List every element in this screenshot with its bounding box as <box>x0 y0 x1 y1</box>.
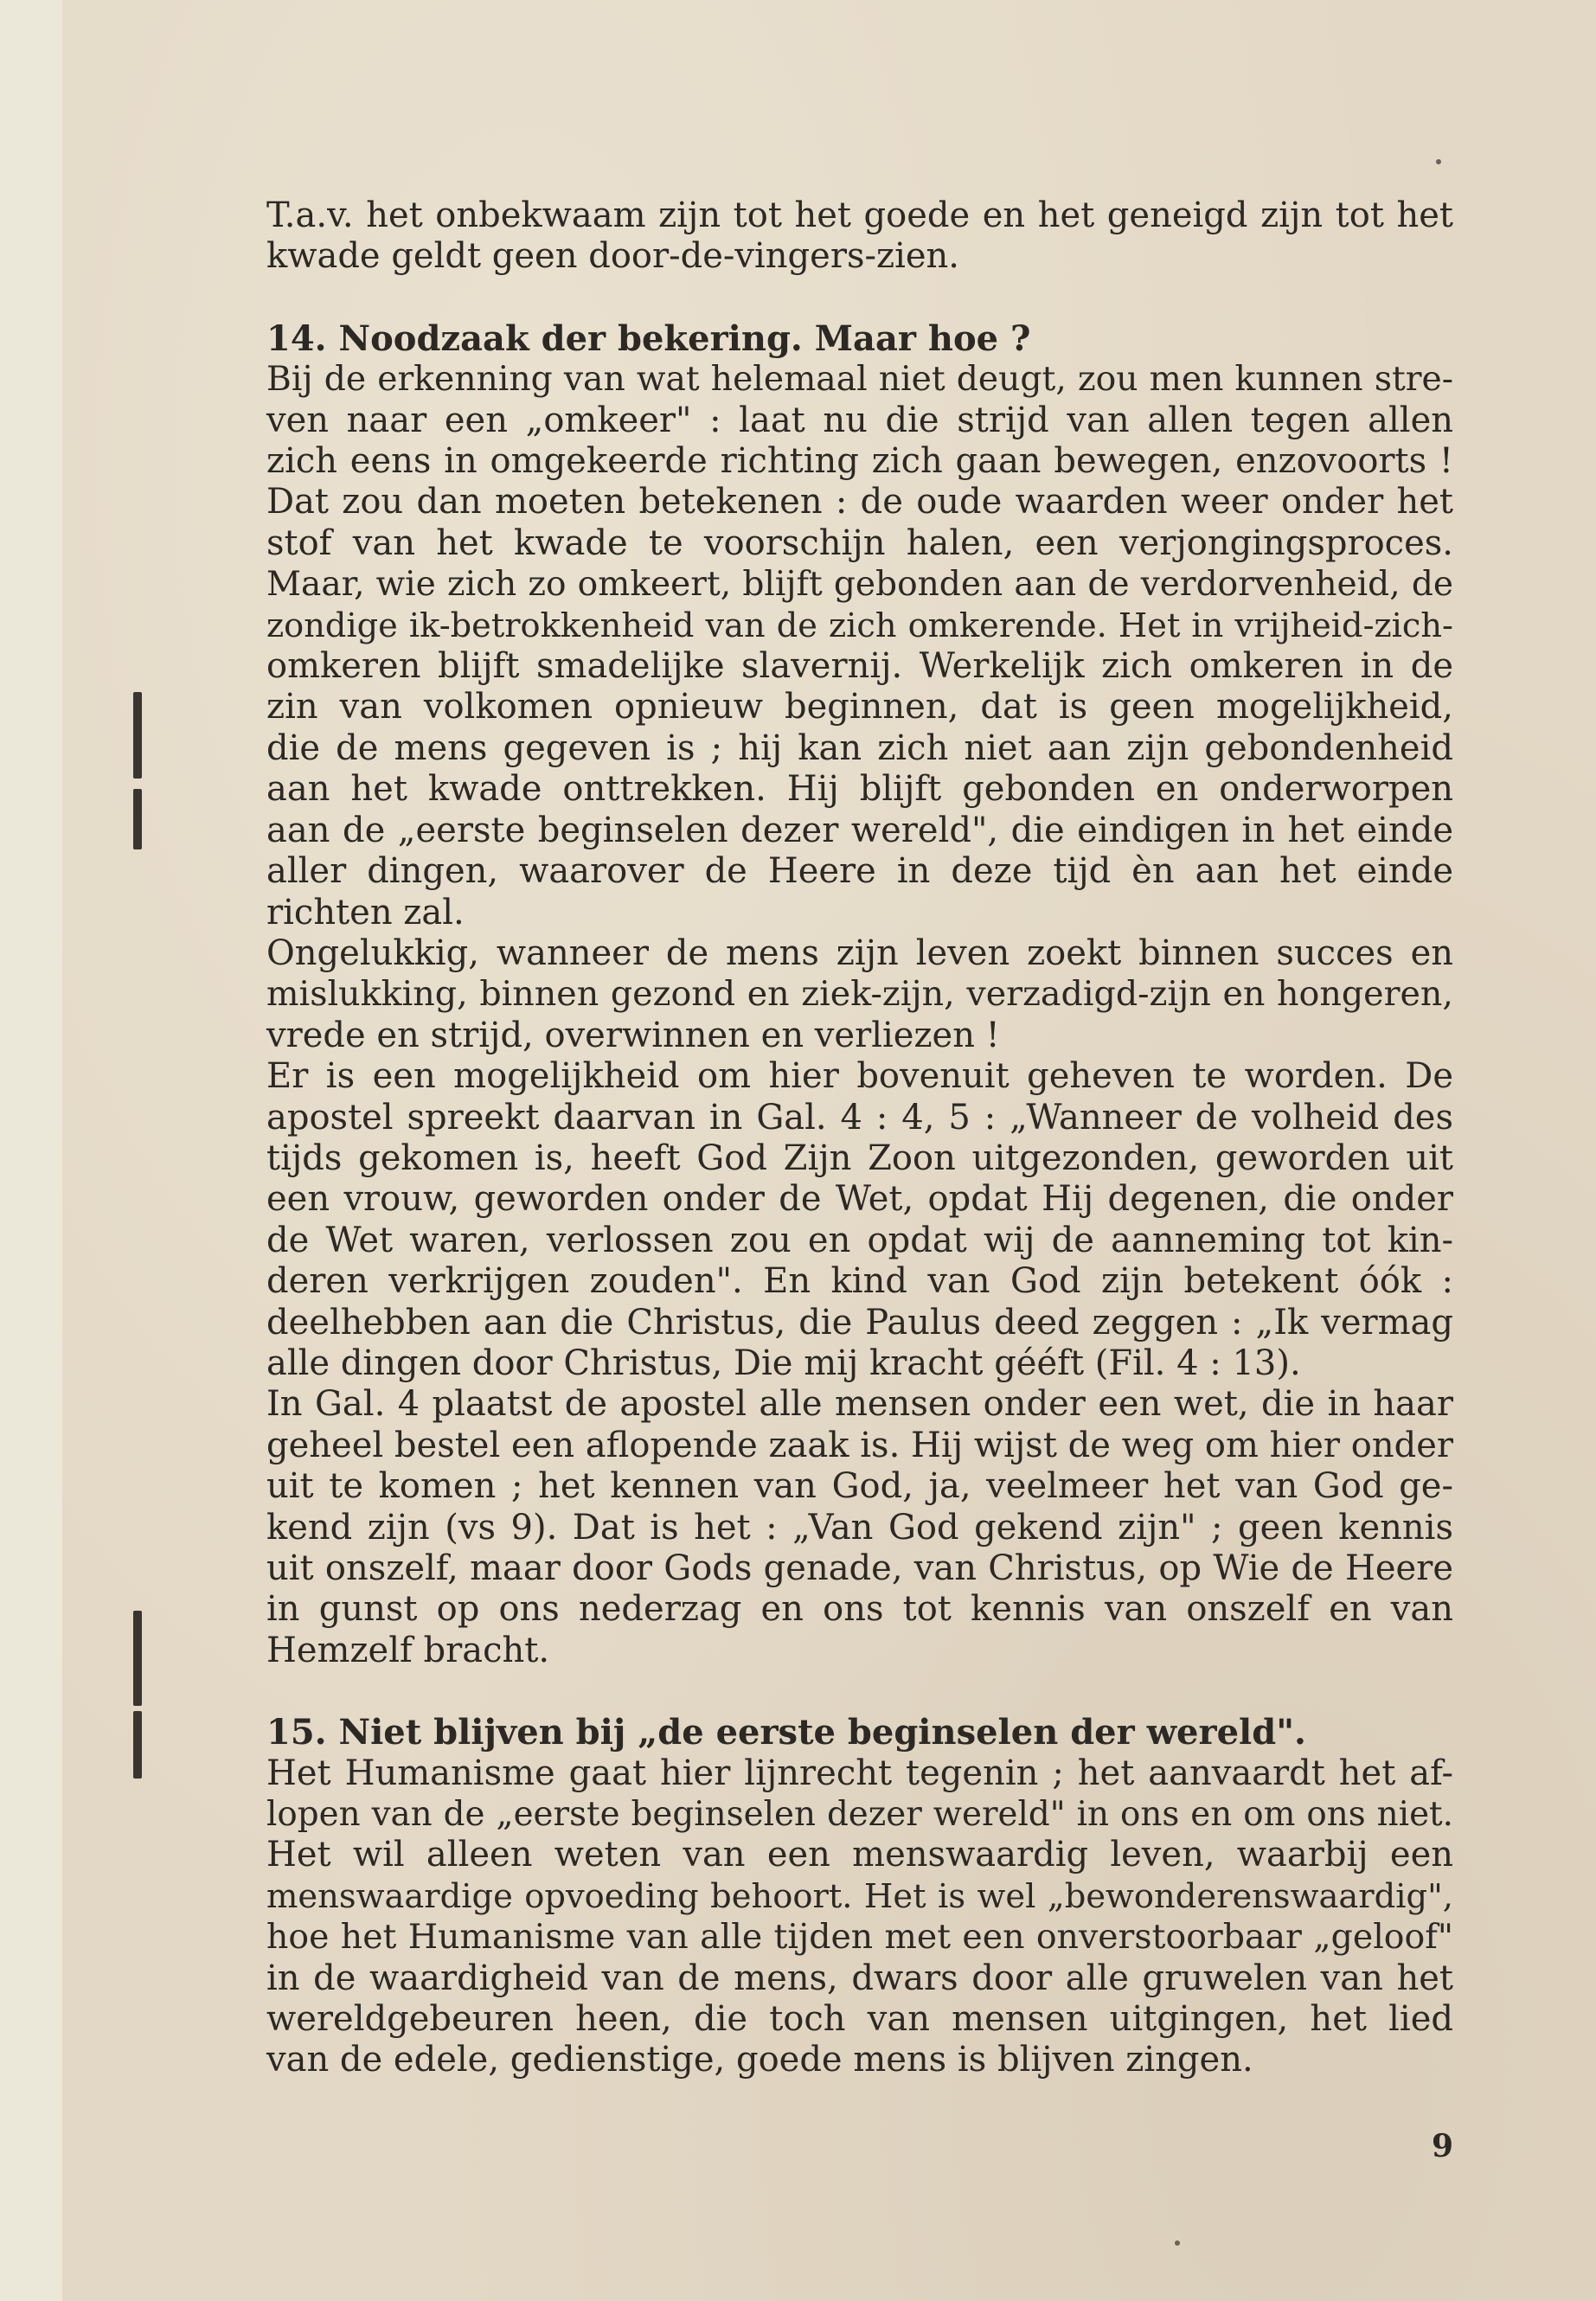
text-line: deren verkrijgen zouden". En kind van God zijn betekent óók : <box>266 1261 1453 1302</box>
text-line: apostel spreekt daarvan in Gal. 4 : 4, 5 : „Wanneer de volheid des <box>266 1097 1453 1138</box>
text-line: een vrouw, geworden onder de Wet, opdat Hij degenen, die onder <box>266 1179 1453 1220</box>
section-heading: 14. Noodzaak der bekering. Maar hoe ? <box>266 317 1031 359</box>
text-line: hoe het Humanisme van alle tijden met een onverstoorbaar „geloof" <box>266 1917 1453 1958</box>
text-line: Het Humanisme gaat hier lijnrecht tegenin ; het aanvaardt het af- <box>266 1753 1453 1793</box>
text-line: stof van het kwade te voorschijn halen, een verjongingsproces. <box>266 522 1453 563</box>
section-15 <box>266 1712 1453 2081</box>
text-line: geheel bestel een aflopende zaak is. Hij wijst de weg om hier onder <box>266 1425 1453 1465</box>
text-line: aller dingen, waarover de Heere in deze tijd èn aan het einde <box>266 851 1453 892</box>
intro-paragraph <box>266 195 1453 278</box>
text-line: aan het kwade onttrekken. Hij blijft gebonden en onderworpen <box>266 769 1453 810</box>
text-line: Ongelukkig, wanneer de mens zijn leven zoekt binnen succes en <box>266 933 1453 973</box>
text-line: in de waardigheid van de mens, dwars door alle gruwelen van het <box>266 1958 1453 1998</box>
section-14 <box>266 318 1453 1671</box>
page-binding-edge <box>0 0 62 2301</box>
margin-mark <box>133 692 142 779</box>
text-line: lopen van de „eerste beginselen dezer wereld" in ons en om ons niet. <box>266 1795 1453 1835</box>
text-line: uit onszelf, maar door Gods genade, van Christus, op Wie de Heere <box>266 1548 1453 1588</box>
text-line: de Wet waren, verlossen zou en opdat wij de aanneming tot kin- <box>266 1220 1453 1260</box>
text-line: Maar, wie zich zo omkeert, blijft gebonden aan de verdorvenheid, de <box>266 565 1453 605</box>
text-line: tijds gekomen is, heeft God Zijn Zoon uitgezonden, geworden uit <box>266 1138 1453 1178</box>
text-line: in gunst op ons nederzag en ons tot kennis van onszelf en van <box>266 1589 1453 1630</box>
text-line: In Gal. 4 plaatst de apostel alle mensen onder een wet, die in haar <box>266 1384 1453 1425</box>
text-line: Het wil alleen weten van een menswaardig leven, waarbij een <box>266 1835 1453 1875</box>
text-line: alle dingen door Christus, Die mij kracht gééft (Fil. 4 : 13). <box>266 1343 1301 1383</box>
text-line: vrede en strijd, overwinnen en verliezen ! <box>266 1015 1000 1055</box>
text-line: ven naar een „omkeer" : laat nu die strijd van allen tegen allen <box>266 400 1453 440</box>
text-line: zondige ik-betrokkenheid van de zich omkerende. Het in vrijheid-zich- <box>266 606 1453 645</box>
paper-speck <box>1175 2240 1180 2246</box>
margin-mark <box>133 1611 142 1706</box>
text-line: T.a.v. het onbekwaam zijn tot het goede en het geneigd zijn tot het <box>266 195 1453 235</box>
text-line: omkeren blijft smadelijke slavernij. Werkelijk zich omkeren in de <box>266 646 1453 687</box>
text-line: mislukking, binnen gezond en ziek-zijn, verzadigd-zijn en hongeren, <box>266 974 1453 1015</box>
text-line: richten zal. <box>266 892 465 933</box>
margin-mark <box>133 789 142 849</box>
text-line: kwade geldt geen door-de-vingers-zien. <box>266 236 960 277</box>
text-line: Er is een mogelijkheid om hier bovenuit geheven te worden. De <box>266 1056 1453 1097</box>
text-line: Bij de erkenning van wat helemaal niet deugt, zou men kunnen stre- <box>266 360 1453 400</box>
body-text <box>266 195 1453 2081</box>
text-line: aan de „eerste beginselen dezer wereld", die eindigen in het einde <box>266 810 1453 850</box>
text-line: wereldgebeuren heen, die toch van mensen uitgingen, het lied <box>266 1999 1453 2040</box>
section-heading: 15. Niet blijven bij „de eerste beginselen der wereld". <box>266 1712 1306 1753</box>
page-number: 9 <box>1432 2128 1454 2164</box>
text-line: zich eens in omgekeerde richting zich gaan bewegen, enzovoorts ! <box>266 441 1453 482</box>
margin-mark <box>133 1711 142 1779</box>
text-line: Dat zou dan moeten betekenen : de oude waarden weer onder het <box>266 482 1453 522</box>
text-line: van de edele, gedienstige, goede mens is blijven zingen. <box>266 2040 1253 2080</box>
text-line: menswaardige opvoeding behoort. Het is wel „bewonderenswaardig", <box>266 1876 1453 1916</box>
text-line: die de mens gegeven is ; hij kan zich niet aan zijn gebondenheid <box>266 727 1453 768</box>
text-line: Hemzelf bracht. <box>266 1630 550 1670</box>
text-line: kend zijn (vs 9). Dat is het : „Van God gekend zijn" ; geen kennis <box>266 1507 1453 1548</box>
paper-speck <box>1436 159 1441 164</box>
text-line: zin van volkomen opnieuw beginnen, dat is geen mogelijkheid, <box>266 687 1453 727</box>
text-line: uit te komen ; het kennen van God, ja, veelmeer het van God ge- <box>266 1466 1453 1507</box>
text-line: deelhebben aan die Christus, die Paulus deed zeggen : „Ik vermag <box>266 1302 1453 1343</box>
